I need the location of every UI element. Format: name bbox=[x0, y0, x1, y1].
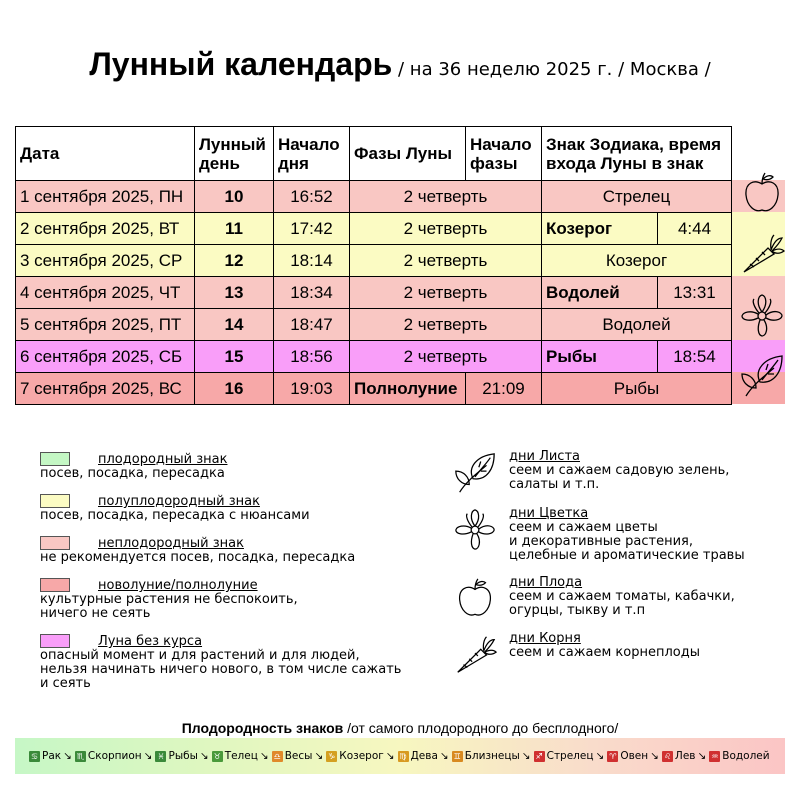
zodiac-glyph-icon: ♍ bbox=[399, 751, 407, 761]
plant-legend-description: сеем и сажаем цветы и декоративные растения, целебные и ароматические травы bbox=[509, 520, 745, 563]
cell-lunar-day: 15 bbox=[195, 341, 274, 373]
plant-legend-description: сеем и сажаем садовую зелень, салаты и т.п. bbox=[509, 463, 730, 492]
page-title bbox=[0, 46, 800, 83]
zodiac-sign bbox=[534, 750, 605, 762]
cell-phase: 2 четверть bbox=[350, 213, 542, 245]
cell-phase: 2 четверть bbox=[350, 341, 542, 373]
zodiac-sign bbox=[272, 750, 324, 762]
zodiac-glyph-icon: ♑ bbox=[328, 751, 336, 761]
legend-title: плодородный знак bbox=[98, 452, 228, 467]
plant-legend-description: сеем и сажаем корнеплоды bbox=[509, 645, 700, 660]
arrow-down-right-icon: ↘ bbox=[143, 750, 153, 762]
zodiac-sign bbox=[212, 750, 269, 762]
cell-day-start: 18:47 bbox=[274, 309, 350, 341]
zodiac-name: Рак bbox=[42, 750, 62, 762]
lunar-calendar-table bbox=[15, 126, 732, 405]
cell-day-start: 16:52 bbox=[274, 181, 350, 213]
arrow-down-right-icon: ↘ bbox=[259, 750, 269, 762]
zodiac-sign bbox=[326, 750, 394, 762]
cell-date: 1 сентября 2025, ПН bbox=[16, 181, 195, 213]
cell-phase: 2 четверть bbox=[350, 277, 542, 309]
legend-swatch bbox=[40, 634, 70, 648]
fertility-title bbox=[0, 720, 800, 736]
zodiac-glyph-icon: ♊ bbox=[453, 751, 461, 761]
header-lunar-day: Лунный день bbox=[195, 127, 274, 181]
legend-description: посев, посадка, пересадка с нюансами bbox=[40, 508, 310, 523]
cell-phase: 2 четверть bbox=[350, 309, 542, 341]
arrow-down-right-icon: ↘ bbox=[595, 750, 605, 762]
cell-sign-time: 18:54 bbox=[658, 341, 732, 373]
flower-icon bbox=[738, 292, 786, 340]
zodiac-name: Скорпион bbox=[87, 750, 142, 762]
zodiac-glyph-icon: ♉ bbox=[213, 751, 221, 761]
legend-description: не рекомендуется посев, посадка, пересадка bbox=[40, 550, 356, 565]
cell-day-start: 17:42 bbox=[274, 213, 350, 245]
zodiac-name: Телец bbox=[224, 750, 258, 762]
cell-sign: Стрелец bbox=[542, 181, 732, 213]
zodiac-sign bbox=[29, 750, 72, 762]
zodiac-sign bbox=[155, 750, 208, 762]
legend-swatch bbox=[40, 494, 70, 508]
title-subtitle: / на 36 неделю 2025 г. / Москва / bbox=[392, 59, 711, 80]
cell-phase: Полнолуние bbox=[350, 373, 466, 405]
arrow-down-right-icon: ↘ bbox=[385, 750, 395, 762]
fertility-title-bold: Плодородность знаков bbox=[181, 720, 344, 736]
cell-sign-time: 4:44 bbox=[658, 213, 732, 245]
title-main: Лунный календарь bbox=[89, 46, 393, 82]
cell-lunar-day: 12 bbox=[195, 245, 274, 277]
zodiac-name: Лев bbox=[674, 750, 696, 762]
legend-swatch bbox=[40, 536, 70, 550]
arrow-down-right-icon: ↘ bbox=[199, 750, 209, 762]
plant-legend-title: дни Плода bbox=[509, 575, 583, 590]
cell-sign: Рыбы bbox=[542, 373, 732, 405]
table-row bbox=[16, 373, 732, 405]
legend-title: неплодородный знак bbox=[98, 536, 244, 551]
cell-lunar-day: 13 bbox=[195, 277, 274, 309]
cell-day-start: 18:56 bbox=[274, 341, 350, 373]
zodiac-sign bbox=[662, 750, 706, 762]
table-row bbox=[16, 341, 732, 373]
plant-legend-description: сеем и сажаем томаты, кабачки, огурцы, тыкву и т.п bbox=[509, 589, 735, 618]
zodiac-name: Дева bbox=[410, 750, 438, 762]
cell-phase-time: 21:09 bbox=[466, 373, 542, 405]
arrow-down-right-icon: ↘ bbox=[314, 750, 324, 762]
plant-legend-item bbox=[452, 450, 782, 510]
legend-title: Луна без курса bbox=[98, 634, 203, 649]
plant-legend-title: дни Цветка bbox=[509, 506, 589, 521]
root-icon bbox=[738, 230, 786, 278]
zodiac-name: Овен bbox=[620, 750, 649, 762]
plant-legend-title: дни Листа bbox=[509, 449, 580, 464]
arrow-down-right-icon: ↘ bbox=[650, 750, 659, 762]
zodiac-name: Козерог bbox=[339, 750, 384, 762]
legend-description: опасный момент и для растений и для людей, нельзя начинать ничего нового, в том числе сажать и сеять bbox=[40, 648, 402, 691]
zodiac-name: Рыбы bbox=[168, 750, 198, 762]
header-phase-start: Начало фазы bbox=[466, 127, 542, 181]
cell-sign: Водолей bbox=[542, 309, 732, 341]
zodiac-sign bbox=[607, 750, 659, 762]
plant-legend-item bbox=[452, 576, 782, 636]
cell-day-start: 18:14 bbox=[274, 245, 350, 277]
cell-date: 6 сентября 2025, СБ bbox=[16, 341, 195, 373]
cell-date: 5 сентября 2025, ПТ bbox=[16, 309, 195, 341]
zodiac-name: Весы bbox=[284, 750, 313, 762]
arrow-down-right-icon: ↘ bbox=[439, 750, 449, 762]
legend-description: культурные растения не беспокоить, ничего не сеять bbox=[40, 592, 298, 621]
arrow-down-right-icon: ↘ bbox=[521, 750, 531, 762]
zodiac-sign bbox=[452, 750, 531, 762]
zodiac-sign bbox=[398, 750, 449, 762]
zodiac-glyph-icon: ♒ bbox=[711, 751, 719, 761]
cell-sign-time: 13:31 bbox=[658, 277, 732, 309]
cell-sign: Водолей bbox=[542, 277, 658, 309]
cell-phase: 2 четверть bbox=[350, 181, 542, 213]
header-moon-phase: Фазы Луны bbox=[350, 127, 466, 181]
legend-swatch bbox=[40, 452, 70, 466]
header-zodiac: Знак Зодиака, время входа Луны в знак bbox=[542, 127, 732, 181]
zodiac-glyph-icon: ♓ bbox=[157, 751, 165, 761]
legend-swatch bbox=[40, 578, 70, 592]
cell-lunar-day: 16 bbox=[195, 373, 274, 405]
zodiac-name: Стрелец bbox=[546, 750, 594, 762]
cell-sign: Козерог bbox=[542, 245, 732, 277]
arrow-down-right-icon: ↘ bbox=[697, 750, 707, 762]
header-day-start: Начало дня bbox=[274, 127, 350, 181]
zodiac-glyph-icon: ♌ bbox=[663, 751, 671, 761]
zodiac-sign bbox=[75, 750, 153, 762]
table-row bbox=[16, 245, 732, 277]
cell-lunar-day: 11 bbox=[195, 213, 274, 245]
cell-sign: Рыбы bbox=[542, 341, 658, 373]
zodiac-glyph-icon: ♋ bbox=[30, 751, 39, 761]
cell-day-start: 18:34 bbox=[274, 277, 350, 309]
cell-lunar-day: 10 bbox=[195, 181, 274, 213]
legend-title: новолуние/полнолуние bbox=[98, 578, 258, 593]
zodiac-sign bbox=[709, 750, 769, 762]
zodiac-glyph-icon: ♈ bbox=[609, 751, 617, 761]
cell-date: 3 сентября 2025, СР bbox=[16, 245, 195, 277]
zodiac-glyph-icon: ♐ bbox=[535, 751, 543, 761]
zodiac-glyph-icon: ♏ bbox=[76, 751, 84, 761]
plant-legend-title: дни Корня bbox=[509, 631, 581, 646]
table-header-row bbox=[16, 127, 732, 181]
legend-title: полуплодородный знак bbox=[98, 494, 260, 509]
fruit-icon bbox=[738, 170, 786, 218]
cell-date: 2 сентября 2025, ВТ bbox=[16, 213, 195, 245]
arrow-down-right-icon: ↘ bbox=[63, 750, 72, 762]
legend-description: посев, посадка, пересадка bbox=[40, 466, 225, 481]
fertility-title-rest: /от самого плодородного до бесплодного/ bbox=[343, 720, 619, 736]
table-row bbox=[16, 309, 732, 341]
cell-phase: 2 четверть bbox=[350, 245, 542, 277]
cell-day-start: 19:03 bbox=[274, 373, 350, 405]
table-row bbox=[16, 277, 732, 309]
zodiac-name: Близнецы bbox=[464, 750, 520, 762]
cell-date: 7 сентября 2025, ВС bbox=[16, 373, 195, 405]
cell-date: 4 сентября 2025, ЧТ bbox=[16, 277, 195, 309]
table-body bbox=[16, 181, 732, 405]
plant-legend-item bbox=[452, 632, 782, 692]
header-date: Дата bbox=[16, 127, 195, 181]
table-row bbox=[16, 181, 732, 213]
table-row bbox=[16, 213, 732, 245]
cell-sign: Козерог bbox=[542, 213, 658, 245]
fertility-bar bbox=[15, 738, 785, 774]
leaf-icon bbox=[738, 352, 786, 400]
zodiac-glyph-icon: ♎ bbox=[273, 751, 281, 761]
zodiac-name: Водолей bbox=[722, 750, 770, 762]
plant-legend-item bbox=[452, 507, 782, 567]
cell-lunar-day: 14 bbox=[195, 309, 274, 341]
